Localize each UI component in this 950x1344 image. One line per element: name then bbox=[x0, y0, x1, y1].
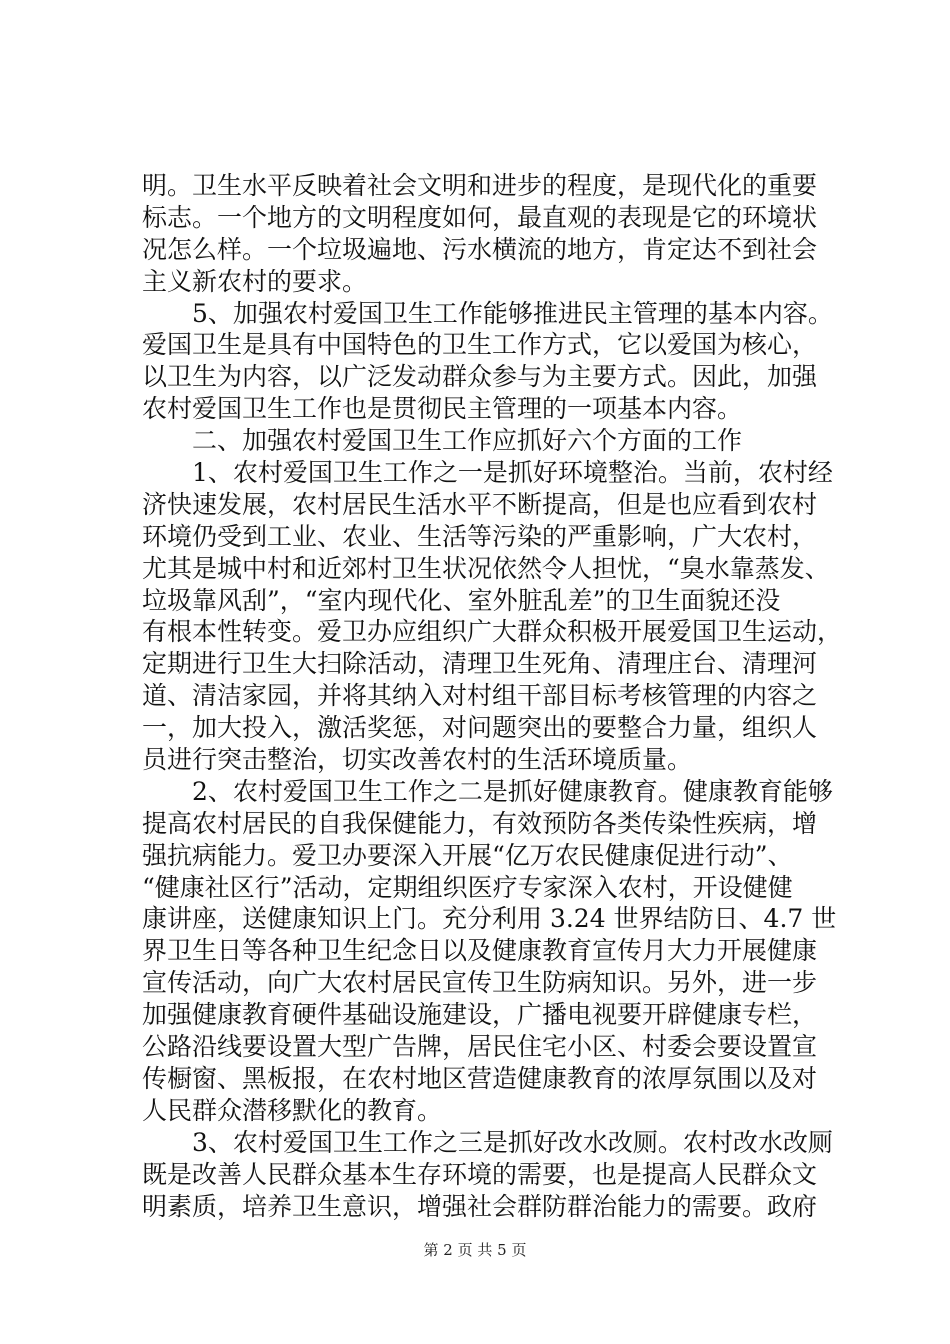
text-line: 宣传活动，向广大农村居民宣传卫生防病知识。另外，进一步 bbox=[142, 968, 818, 998]
text-line: 康讲座，送健康知识上门。充分利用 3.24 世界结防日、4.7 世 bbox=[142, 904, 837, 934]
text-line: 强抗病能力。爱卫办要深入开展“亿万农民健康促进行动”、 bbox=[142, 840, 793, 870]
text-line: 人民群众潜移默化的教育。 bbox=[142, 1095, 443, 1125]
text-line: 标志。一个地方的文明程度如何，最直观的表现是它的环境状 bbox=[142, 202, 818, 232]
text-line: 提高农村居民的自我保健能力，有效预防各类传染性疾病，增 bbox=[142, 808, 818, 838]
text-line: 1、农村爱国卫生工作之一是抓好环境整治。当前，农村经 bbox=[142, 458, 833, 488]
text-line: 公路沿线要设置大型广告牌，居民住宅小区、村委会要设置宣 bbox=[142, 1032, 818, 1062]
section-heading: 二、加强农村爱国卫生工作应抓好六个方面的工作 bbox=[142, 426, 743, 456]
text-line: 定期进行卫生大扫除活动，清理卫生死角、清理庄台、清理河 bbox=[142, 649, 818, 679]
text-line: 垃圾靠风刮”，“室内现代化、室外脏乱差”的卫生面貌还没 bbox=[142, 585, 781, 615]
text-line: 员进行突击整治，切实改善农村的生活环境质量。 bbox=[142, 745, 693, 775]
text-line: 主义新农村的要求。 bbox=[142, 266, 368, 296]
text-line: 农村爱国卫生工作也是贯彻民主管理的一项基本内容。 bbox=[142, 394, 743, 424]
text-line: 况怎么样。一个垃圾遍地、污水横流的地方，肯定达不到社会 bbox=[142, 234, 818, 264]
text-line: 3、农村爱国卫生工作之三是抓好改水改厕。农村改水改厕 bbox=[142, 1127, 833, 1157]
text-line: 环境仍受到工业、农业、生活等污染的严重影响，广大农村， bbox=[142, 521, 818, 551]
text-line: 加强健康教育硬件基础设施建设，广播电视要开辟健康专栏， bbox=[142, 1000, 818, 1030]
text-line: 有根本性转变。爱卫办应组织广大群众积极开展爱国卫生运动， bbox=[142, 617, 843, 647]
text-line: 2、农村爱国卫生工作之二是抓好健康教育。健康教育能够 bbox=[142, 776, 833, 806]
text-line: 明素质，培养卫生意识，增强社会群防群治能力的需要。政府 bbox=[142, 1191, 818, 1221]
text-line: 尤其是城中村和近郊村卫生状况依然令人担忧，“臭水靠蒸发、 bbox=[142, 553, 830, 583]
text-line: 传橱窗、黑板报，在农村地区营造健康教育的浓厚氛围以及对 bbox=[142, 1063, 818, 1093]
text-line: 既是改善人民群众基本生存环境的需要，也是提高人民群众文 bbox=[142, 1159, 818, 1189]
page-number-footer: 第 2 页 共 5 页 bbox=[423, 1241, 527, 1259]
text-line: 济快速发展，农村居民生活水平不断提高，但是也应看到农村 bbox=[142, 489, 818, 519]
text-line: 爱国卫生是具有中国特色的卫生工作方式，它以爱国为核心， bbox=[142, 330, 818, 360]
text-line: 道、清洁家园，并将其纳入对村组干部目标考核管理的内容之 bbox=[142, 681, 818, 711]
text-line: 以卫生为内容，以广泛发动群众参与为主要方式。因此，加强 bbox=[142, 362, 818, 392]
text-line: 一，加大投入，激活奖惩，对问题突出的要整合力量，组织人 bbox=[142, 713, 818, 743]
document-body bbox=[142, 170, 843, 1222]
text-line: 明。卫生水平反映着社会文明和进步的程度，是现代化的重要 bbox=[142, 171, 818, 200]
text-line: 界卫生日等各种卫生纪念日以及健康教育宣传月大力开展健康 bbox=[142, 936, 818, 966]
text-line: 5、加强农村爱国卫生工作能够推进民主管理的基本内容。 bbox=[142, 298, 833, 328]
text-line: “健康社区行”活动，定期组织医疗专家深入农村，开设健健 bbox=[142, 872, 793, 902]
